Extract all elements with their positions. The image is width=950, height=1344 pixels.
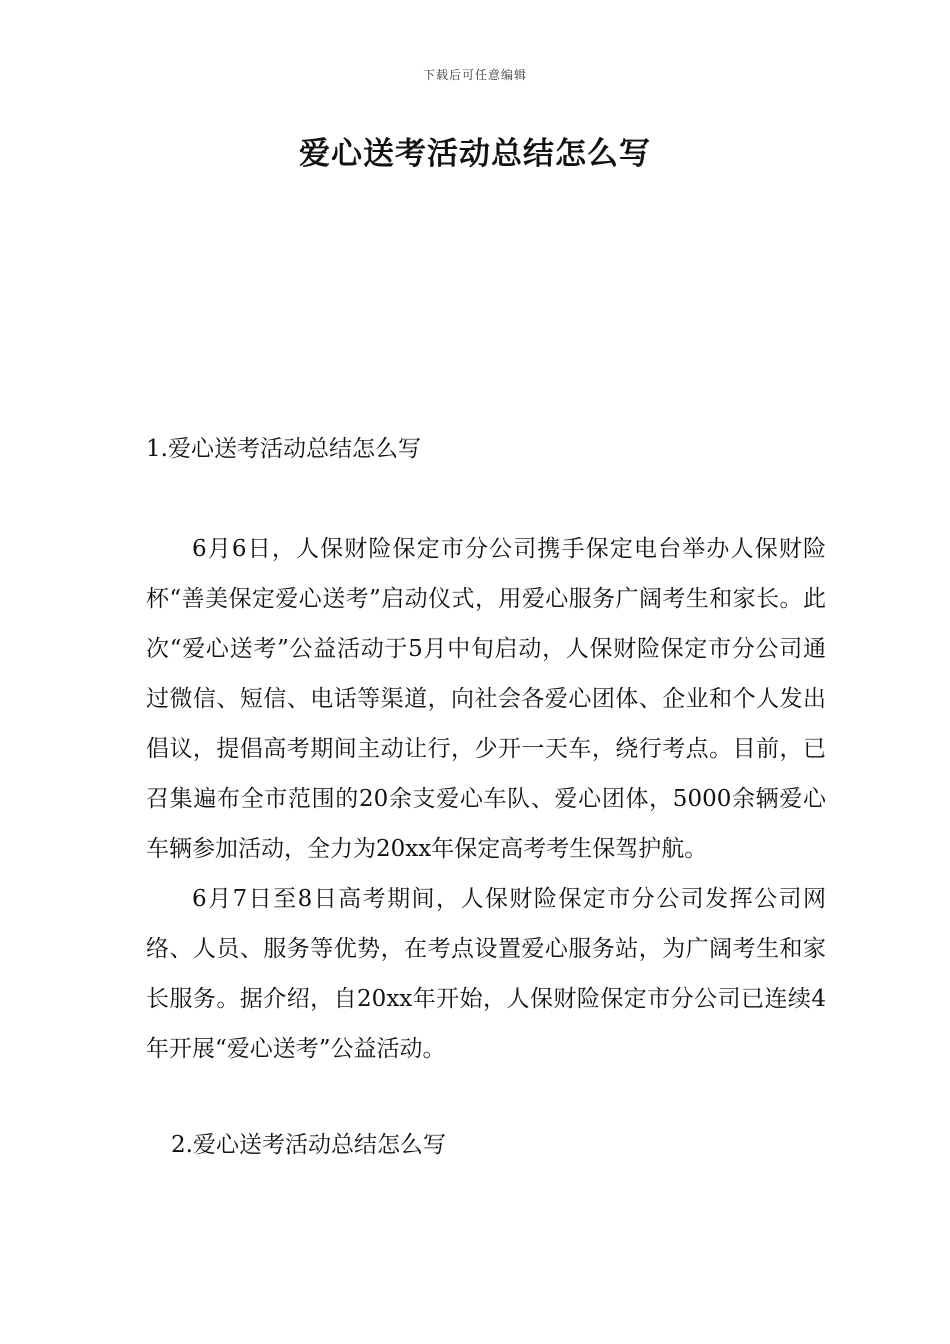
paragraph-1: 6月6日，人保财险保定市分公司携手保定电台举办人保财险杯“善美保定爱心送考”启动仪式，用爱心服务广阔考生和家长。此次“爱心送考”公益活动于5月中旬启动，人保财险保定市分公司通过微信、短信、电话等渠道，向社会各爱心团体、企业和个人发出倡议，提倡高考期间主动让行，少开一天车，绕行考点。目前，已召集遍布全市范围的20余支爱心车队、爱心团体，5000余辆爱心车辆参加活动，全力为20xx年保定高考考生保驾护航。	[146, 536, 826, 862]
header-note: 下载后可任意编辑	[422, 68, 527, 82]
section-heading-1: 1.爱心送考活动总结怎么写	[146, 436, 421, 462]
paragraph-2: 6月7日至8日高考期间，人保财险保定市分公司发挥公司网络、人员、服务等优势，在考点设置爱心服务站，为广阔考生和家长服务。据介绍，自20xx年开始，人保财险保定市分公司已连续4年开展“爱心送考”公益活动。	[146, 886, 826, 1062]
section-1-body	[146, 524, 826, 1074]
document-title: 爱心送考活动总结怎么写	[299, 136, 651, 172]
section-heading-2: 2.爱心送考活动总结怎么写	[171, 1132, 446, 1158]
